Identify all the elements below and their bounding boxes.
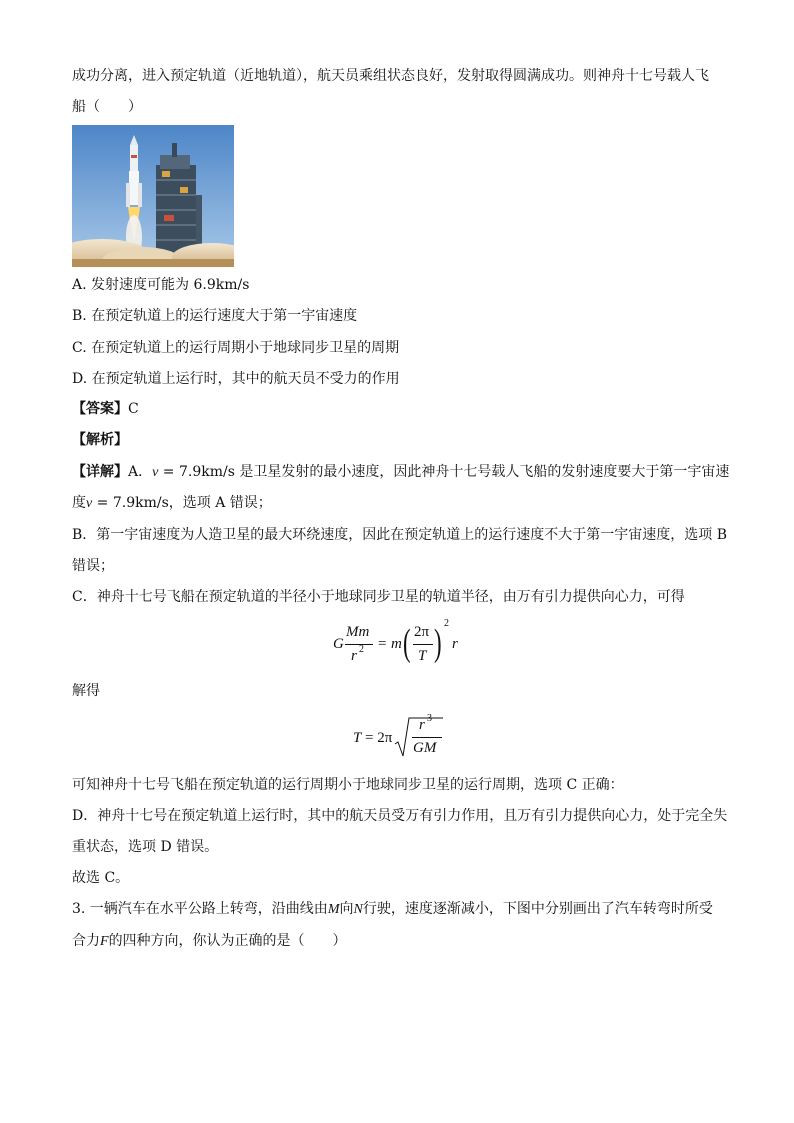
formula-centripetal <box>330 618 470 674</box>
option-b: B. 在预定轨道上的运行速度大于第一宇宙速度 <box>72 308 358 324</box>
detail-a-text-2: = 7.9km/s，选项 A 错误； <box>92 495 272 511</box>
formula1-g: G <box>333 636 344 652</box>
velocity-symbol: v <box>152 465 159 480</box>
formula2-num-exponent: 3 <box>427 713 432 724</box>
question3-text-1c: 行驶，速度逐渐减小，下图中分别画出了汽车转弯时所受 <box>362 901 713 917</box>
question3-text-1b: 向 <box>339 901 354 917</box>
detail-a-line2-prefix: 度 <box>72 495 86 511</box>
velocity-symbol-2: v <box>86 496 93 511</box>
detail-d-line-1: D．神舟十七号在预定轨道上运行时，其中的航天员受万有引力作用，且万有引力提供向心力，处于完全失 <box>72 808 728 824</box>
formula1-inner-denominator: T <box>418 648 427 664</box>
formula2-equals: = 2π <box>365 730 393 746</box>
answer-value: C <box>128 401 139 417</box>
detail-b-line-2: 错误； <box>72 558 114 574</box>
formula1-inner-numerator: 2π <box>414 624 430 640</box>
detail-a-line-1 <box>72 462 729 483</box>
force-f: F <box>100 934 109 949</box>
answer-label: 【答案】 <box>72 401 128 417</box>
intro-line-1: 成功分离，进入预定轨道（近地轨道），航天员乘组状态良好，发射取得圆满成功。则神舟十七号载人飞 <box>72 68 709 84</box>
rocket-launch-photo <box>72 125 234 267</box>
question3-text-1a: 3. 一辆汽车在水平公路上转弯，沿曲线由 <box>72 901 328 917</box>
formula1-numerator: Mm <box>346 624 370 640</box>
conclusion: 故选 C。 <box>72 870 130 886</box>
answer-line <box>72 399 139 419</box>
formula1-denominator: r <box>351 648 357 664</box>
option-a: A. 发射速度可能为 6.9km/s <box>72 277 250 293</box>
detail-c-line-1: C．神舟十七号飞船在预定轨道的半径小于地球同步卫星的轨道半径，由万有引力提供向心力，可得 <box>72 589 685 605</box>
formula1-inner-bar <box>413 644 433 645</box>
detail-c-line-3: 可知神舟十七号飞船在预定轨道的运行周期小于地球同步卫星的运行周期，选项 C 正确： <box>72 777 624 793</box>
formula2-numerator: r <box>419 717 425 733</box>
detail-a-text-1: = 7.9km/s 是卫星发射的最小速度，因此神舟十七号载人飞船的发射速度要大于第一宇宙速 <box>158 464 730 480</box>
option-d: D. 在预定轨道上运行时，其中的航天员不受力的作用 <box>72 371 400 387</box>
formula2-fraction-bar <box>412 737 442 738</box>
detail-b-line-1: B．第一宇宙速度为人造卫星的最大环绕速度，因此在预定轨道上的运行速度不大于第一宇宙速度，选项 B <box>72 527 728 543</box>
formula2-denominator: GM <box>413 740 437 756</box>
formula1-left-paren: ( <box>403 622 411 664</box>
option-c: C. 在预定轨道上的运行周期小于地球同步卫星的周期 <box>72 340 400 356</box>
formula1-r: r <box>452 636 458 652</box>
question3-line-1 <box>72 899 713 920</box>
question3-text-2b: 的四种方向，你认为正确的是（ ） <box>108 933 347 949</box>
question3-text-2a: 合力 <box>72 933 100 949</box>
formula1-equals: = <box>378 636 387 652</box>
formula1-right-paren: ) <box>434 622 442 664</box>
formula2-t: T <box>353 730 362 746</box>
intro-line-2: 船（ ） <box>72 99 142 115</box>
detail-a-line-2 <box>72 493 272 514</box>
analysis-label: 【解析】 <box>72 432 128 448</box>
question3-line-2 <box>72 931 347 952</box>
solve-text: 解得 <box>72 683 100 699</box>
formula1-m: m <box>391 636 402 652</box>
point-n: N <box>353 902 363 917</box>
formula1-den-exponent: 2 <box>359 644 364 655</box>
formula-period <box>350 712 450 762</box>
analysis-line <box>72 430 128 450</box>
detail-a-prefix: A． <box>128 464 153 480</box>
point-m: M <box>327 902 340 917</box>
detail-label: 【详解】 <box>72 464 128 480</box>
formula1-exponent: 2 <box>444 618 449 629</box>
rocket-launch-illustration <box>72 125 234 267</box>
detail-d-line-2: 重状态，选项 D 错误。 <box>72 839 219 855</box>
